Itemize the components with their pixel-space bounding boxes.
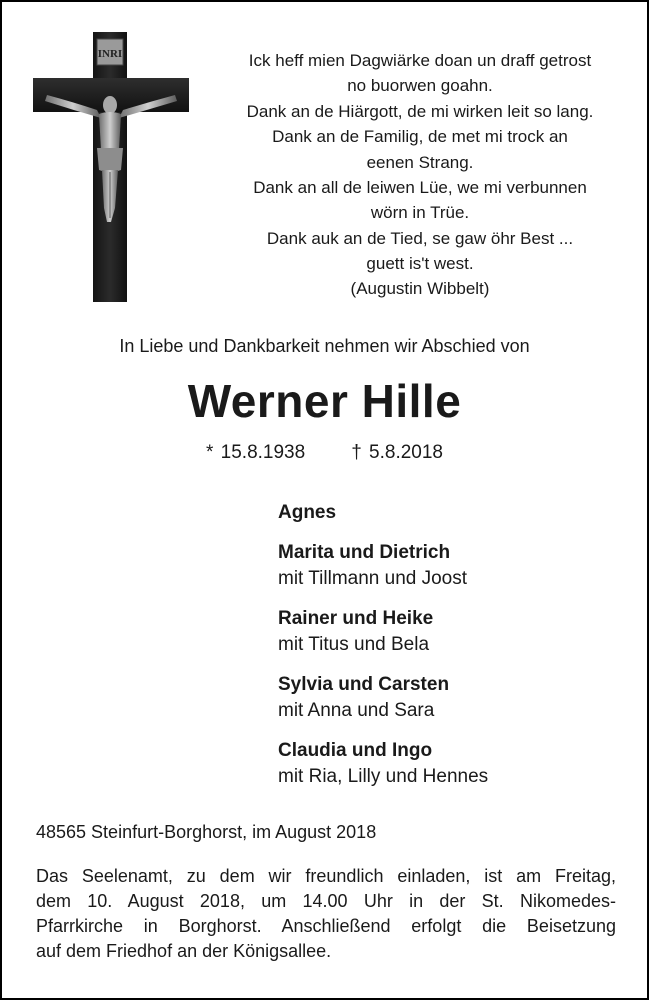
poem (210, 48, 630, 277)
farewell-intro: In Liebe und Dankbarkeit nehmen wir Abschied von (119, 336, 530, 356)
poem-line: wörn in Trüe. (370, 203, 470, 223)
inri-plaque-text: INRI (97, 48, 123, 60)
deceased-name: Werner Hille (187, 375, 462, 427)
mourners-list (278, 500, 628, 804)
life-dates (2, 442, 647, 464)
poem-line: eenen Strang. (366, 152, 474, 172)
poem-line: Dank an de Hiärgott, de mi wirken leit so lang. (246, 101, 594, 121)
death-date: † 5.8.2018 (351, 442, 443, 463)
mourner-names: Claudia und Ingo (278, 740, 433, 761)
poem-line: Dank an de Familig, de met mi trock an (272, 127, 568, 147)
mourner-children: mit Titus und Bela (278, 634, 430, 655)
poem-line: Dank auk an de Tied, se gaw öhr Best ... (266, 228, 574, 248)
poem-line: no buorwen goahn. (347, 76, 493, 96)
service-notice (36, 864, 616, 964)
poem-line: guett is't west. (366, 254, 474, 274)
mourner-children: mit Tillmann und Joost (278, 568, 468, 589)
birth-date: * 15.8.1938 (205, 442, 306, 463)
mourner-group (278, 672, 628, 724)
notice-line: Pfarrkirche in Borghorst. Anschließend erfolgt die Beisetzung (36, 916, 616, 936)
mourner-children: mit Ria, Lilly und Hennes (278, 766, 489, 787)
poem-line: Dank an all de leiwen Lüe, we mi verbunnen (253, 178, 587, 198)
mourner-names: Rainer und Heike (278, 608, 434, 629)
notice-line: Das Seelenamt, zu dem wir freundlich einladen, ist am Freitag, (36, 866, 616, 886)
notice-line: auf dem Friedhof an der Königsallee. (36, 941, 332, 961)
crucifix-image (33, 32, 189, 302)
poem-author: (Augustin Wibbelt) (350, 279, 490, 298)
notice-line: dem 10. August 2018, um 14.00 Uhr in der St. Nikomedes- (36, 891, 616, 911)
place-and-date: 48565 Steinfurt-Borghorst, im August 2018 (36, 822, 377, 842)
mourner-group (278, 500, 628, 526)
mourner-names: Marita und Dietrich (278, 542, 451, 563)
mourner-group (278, 540, 628, 592)
mourner-group (278, 738, 628, 790)
mourner-names: Sylvia und Carsten (278, 674, 450, 695)
mourner-children: mit Anna und Sara (278, 700, 435, 721)
mourner-names: Agnes (278, 502, 337, 523)
poem-line: Ick heff mien Dagwiärke doan un draff getrost (248, 51, 592, 70)
mourner-group (278, 606, 628, 658)
